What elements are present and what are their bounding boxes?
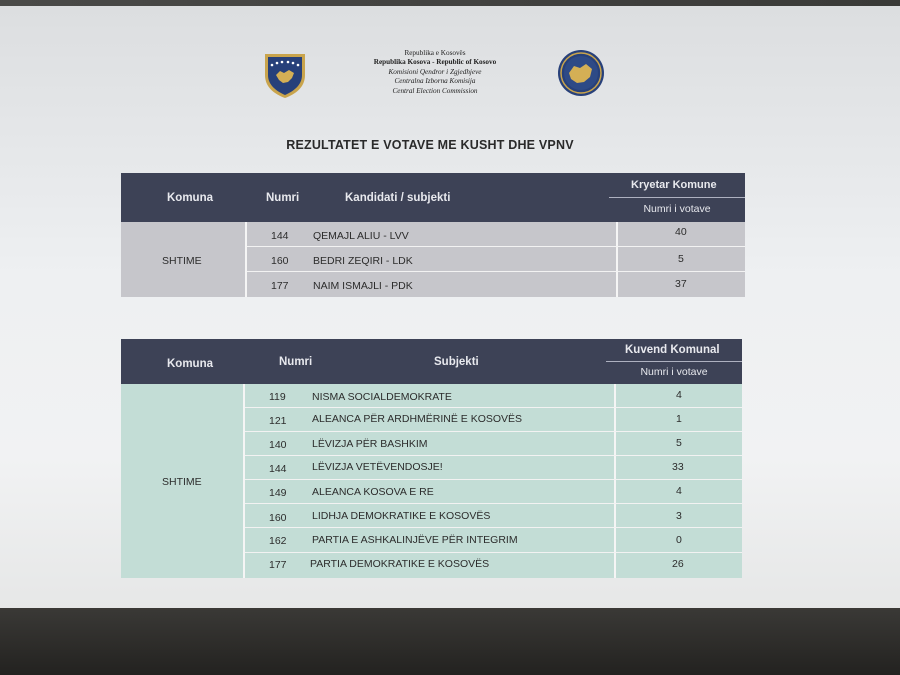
header-line-5: Central Election Commission xyxy=(392,86,478,95)
party-name: PARTIA DEMOKRATIKE E KOSOVËS xyxy=(310,558,490,570)
table-row xyxy=(245,384,742,408)
party-name: LËVIZJA VETËVENDOSJE! xyxy=(312,461,443,473)
candidate-number: 160 xyxy=(271,255,289,267)
table-row xyxy=(245,553,742,578)
table2-header-numri: Numri xyxy=(279,356,313,368)
vote-count: 37 xyxy=(675,278,687,290)
table-row xyxy=(247,272,745,297)
header-line-2: Republika Kosova - Republic of Kosovo xyxy=(373,58,497,67)
table-row xyxy=(245,456,742,480)
candidate-number: 177 xyxy=(271,280,289,292)
page-title: REZULTATET E VOTAVE ME KUSHT DHE VPNV xyxy=(286,138,574,152)
table2-municipality: SHTIME xyxy=(162,476,202,488)
header-line-4: Centralna Izborna Komisija xyxy=(394,77,476,86)
table-row xyxy=(245,480,742,504)
vote-count: 26 xyxy=(672,558,684,570)
party-name: ALEANCA KOSOVA E RE xyxy=(312,486,434,498)
party-number: 162 xyxy=(269,535,287,547)
table-row xyxy=(245,528,742,553)
table1-header-numri: Numri xyxy=(266,192,300,204)
table-row xyxy=(247,247,745,272)
vote-count: 5 xyxy=(676,437,682,449)
party-number: 140 xyxy=(269,439,287,451)
candidate-name: BEDRI ZEQIRI - LDK xyxy=(313,255,413,267)
institution-header xyxy=(340,49,530,96)
vote-count: 1 xyxy=(676,413,682,425)
party-number: 160 xyxy=(269,512,287,524)
party-number: 144 xyxy=(269,463,287,475)
header-line-3: Komisioni Qendror i Zgjedhjeve xyxy=(388,67,482,76)
room-floor xyxy=(0,608,900,675)
vote-count: 4 xyxy=(676,389,682,401)
candidate-name: NAIM ISMAJLI - PDK xyxy=(313,280,413,292)
table2-header-divider xyxy=(606,361,742,362)
vote-count: 33 xyxy=(672,461,684,473)
party-name: NISMA SOCIALDEMOKRATE xyxy=(312,391,452,403)
table2-header-race: Kuvend Komunal xyxy=(625,344,720,356)
table-row xyxy=(245,408,742,432)
party-number: 177 xyxy=(269,559,287,571)
table-row xyxy=(247,222,745,247)
header-line-1: Republika e Kosovës xyxy=(404,49,466,57)
party-name: ALEANCA PËR ARDHMËRINË E KOSOVËS xyxy=(312,413,523,425)
vote-count: 5 xyxy=(678,253,684,265)
table1-header-divider xyxy=(609,197,745,198)
kosovo-coat-of-arms-icon xyxy=(262,51,308,99)
table2-header-subjekti: Subjekti xyxy=(434,356,479,368)
table1-header-race: Kryetar Komune xyxy=(631,179,717,191)
table1-municipality: SHTIME xyxy=(162,255,202,267)
party-name: LËVIZJA PËR BASHKIM xyxy=(312,438,428,450)
party-number: 121 xyxy=(269,415,287,427)
vote-count: 4 xyxy=(676,485,682,497)
party-number: 119 xyxy=(269,391,286,403)
table1-header-kandidati: Kandidati / subjekti xyxy=(345,192,451,204)
candidate-number: 144 xyxy=(271,230,289,242)
party-number: 149 xyxy=(269,487,287,499)
vote-count: 3 xyxy=(676,510,682,522)
vote-count: 0 xyxy=(676,534,682,546)
party-name: LIDHJA DEMOKRATIKE E KOSOVËS xyxy=(312,510,491,522)
table-row xyxy=(245,432,742,456)
table2-subheader-votes: Numri i votave xyxy=(606,364,742,380)
party-name: PARTIA E ASHKALINJËVE PËR INTEGRIM xyxy=(312,534,518,546)
candidate-name: QEMAJL ALIU - LVV xyxy=(313,230,409,242)
table2-header-komuna: Komuna xyxy=(167,358,213,370)
table-row xyxy=(245,504,742,528)
cec-seal-icon xyxy=(557,49,605,97)
table1-header-komuna: Komuna xyxy=(167,192,213,204)
vote-count: 40 xyxy=(675,226,687,238)
table1-subheader-votes: Numri i votave xyxy=(609,201,745,217)
